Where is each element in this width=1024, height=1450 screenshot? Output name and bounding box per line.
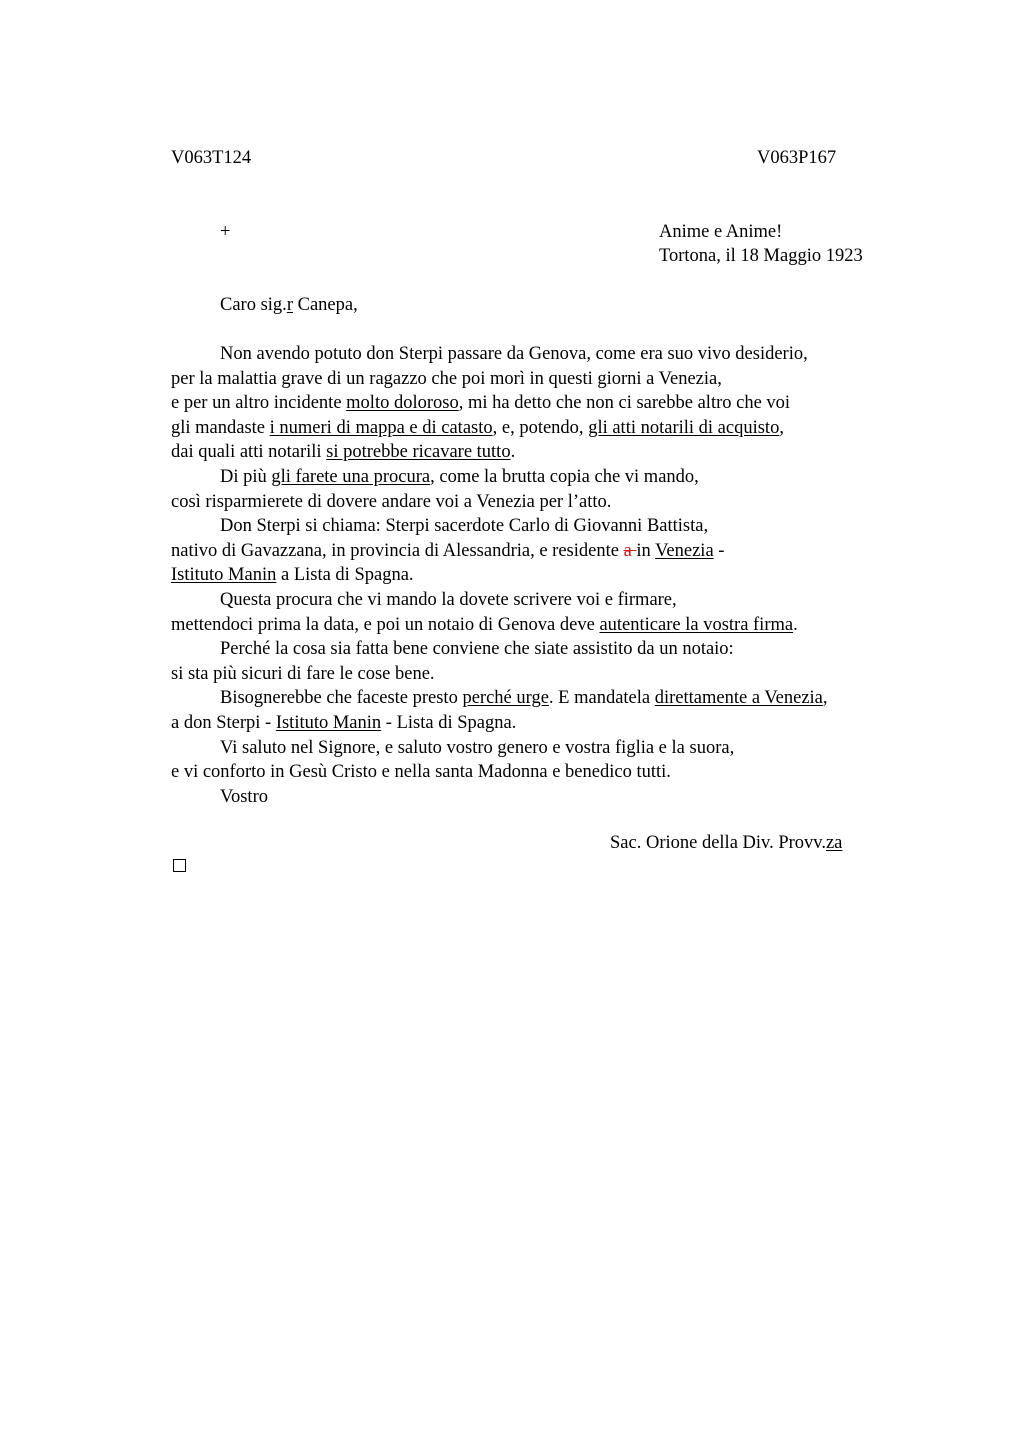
- body-line: [171, 613, 798, 637]
- body-line: [220, 785, 268, 809]
- text-span: Don Sterpi si chiama: Sterpi sacerdote Carlo di Giovanni Battista,: [220, 516, 709, 536]
- salutation-post: Canepa,: [292, 295, 358, 315]
- text-span: dai quali atti notarili: [171, 442, 327, 462]
- body-line: [171, 490, 611, 514]
- text-span: e vi conforto in Gesù Cristo e nella santa Madonna e benedico tutti.: [171, 762, 671, 782]
- text-span: mettendoci prima la data, e poi un notaio di Genova deve: [171, 615, 600, 635]
- text-span: Di più: [220, 467, 272, 487]
- body-line: [220, 465, 699, 489]
- body-line: [171, 539, 724, 563]
- text-span: , e, potendo,: [492, 418, 589, 438]
- underlined-text: perché urge: [462, 688, 549, 708]
- salutation: [220, 293, 358, 317]
- body-line: [171, 711, 516, 735]
- text-span: si sta più sicuri di fare le cose bene.: [171, 664, 435, 684]
- underlined-text: autenticare la vostra firma: [599, 615, 794, 635]
- body-line: [171, 367, 722, 391]
- underlined-text: Istituto Manin: [171, 565, 277, 585]
- cross-mark: +: [220, 222, 231, 242]
- underlined-text: si potrebbe ricavare tutto: [326, 442, 511, 462]
- text-span: Bisognerebbe che faceste presto: [220, 688, 463, 708]
- signature-suffix: za: [825, 833, 843, 853]
- underlined-text: molto doloroso: [346, 393, 459, 413]
- salutation-abbrev: r: [286, 295, 293, 315]
- text-span: ,: [822, 688, 828, 708]
- document-code-right: V063P167: [757, 148, 837, 168]
- body-line: [171, 760, 671, 784]
- text-span: ,: [779, 418, 784, 438]
- text-span: gli mandaste: [171, 418, 270, 438]
- signature: [610, 831, 842, 855]
- struck-text: a: [623, 541, 637, 561]
- place-date: Tortona, il 18 Maggio 1923: [659, 246, 863, 266]
- body-line: [171, 563, 414, 587]
- text-span: per la malattia grave di un ragazzo che poi morì in questi giorni a Venezia,: [171, 369, 722, 389]
- text-span: .: [510, 442, 516, 462]
- checkbox-square-icon: [173, 859, 186, 872]
- body-line: [220, 342, 808, 366]
- body-line: [220, 637, 734, 661]
- body-line: [171, 662, 435, 686]
- text-span: Perché la cosa sia fatta bene conviene che siate assistito da un notaio:: [220, 639, 734, 659]
- body-line: [220, 686, 828, 710]
- text-span: a don Sterpi -: [171, 713, 276, 733]
- text-span: Vi saluto nel Signore, e saluto vostro genero e vostra figlia e la suora,: [220, 738, 735, 758]
- text-span: così risparmierete di dovere andare voi a Venezia per l’atto.: [171, 492, 612, 512]
- text-span: .: [793, 615, 798, 635]
- text-span: , come la brutta copia che vi mando,: [430, 467, 699, 487]
- text-span: - Lista di Spagna.: [381, 713, 517, 733]
- document-code-left: V063T124: [171, 148, 252, 168]
- text-span: Non avendo potuto don Sterpi passare da Genova, come era suo vivo desiderio,: [220, 344, 808, 364]
- text-span: -: [713, 541, 725, 561]
- body-line: [220, 514, 708, 538]
- body-line: [171, 391, 790, 415]
- body-line: [220, 736, 734, 760]
- underlined-text: Istituto Manin: [275, 713, 382, 733]
- body-line: [220, 588, 677, 612]
- salutation-pre: Caro sig.: [220, 295, 287, 315]
- text-span: e per un altro incidente: [171, 393, 347, 413]
- text-span: in: [636, 541, 656, 561]
- text-span: Vostro: [220, 787, 268, 807]
- body-line: [171, 440, 515, 464]
- underlined-text: i numeri di mappa e di catasto: [269, 418, 493, 438]
- text-span: , mi ha detto che non ci sarebbe altro che voi: [458, 393, 791, 413]
- motto: Anime e Anime!: [659, 222, 783, 242]
- text-span: a Lista di Spagna.: [276, 565, 414, 585]
- underlined-text: Venezia: [655, 541, 714, 561]
- body-line: [171, 416, 784, 440]
- text-span: . E mandatela: [548, 688, 655, 708]
- signature-main: Sac. Orione della Div. Provv.: [610, 833, 826, 853]
- underlined-text: gli farete una procura: [271, 467, 431, 487]
- text-span: Questa procura che vi mando la dovete scrivere voi e firmare,: [220, 590, 677, 610]
- underlined-text: gli atti notarili di acquisto: [588, 418, 780, 438]
- text-span: nativo di Gavazzana, in provincia di Alessandria, e residente: [171, 541, 624, 561]
- underlined-text: direttamente a Venezia: [654, 688, 823, 708]
